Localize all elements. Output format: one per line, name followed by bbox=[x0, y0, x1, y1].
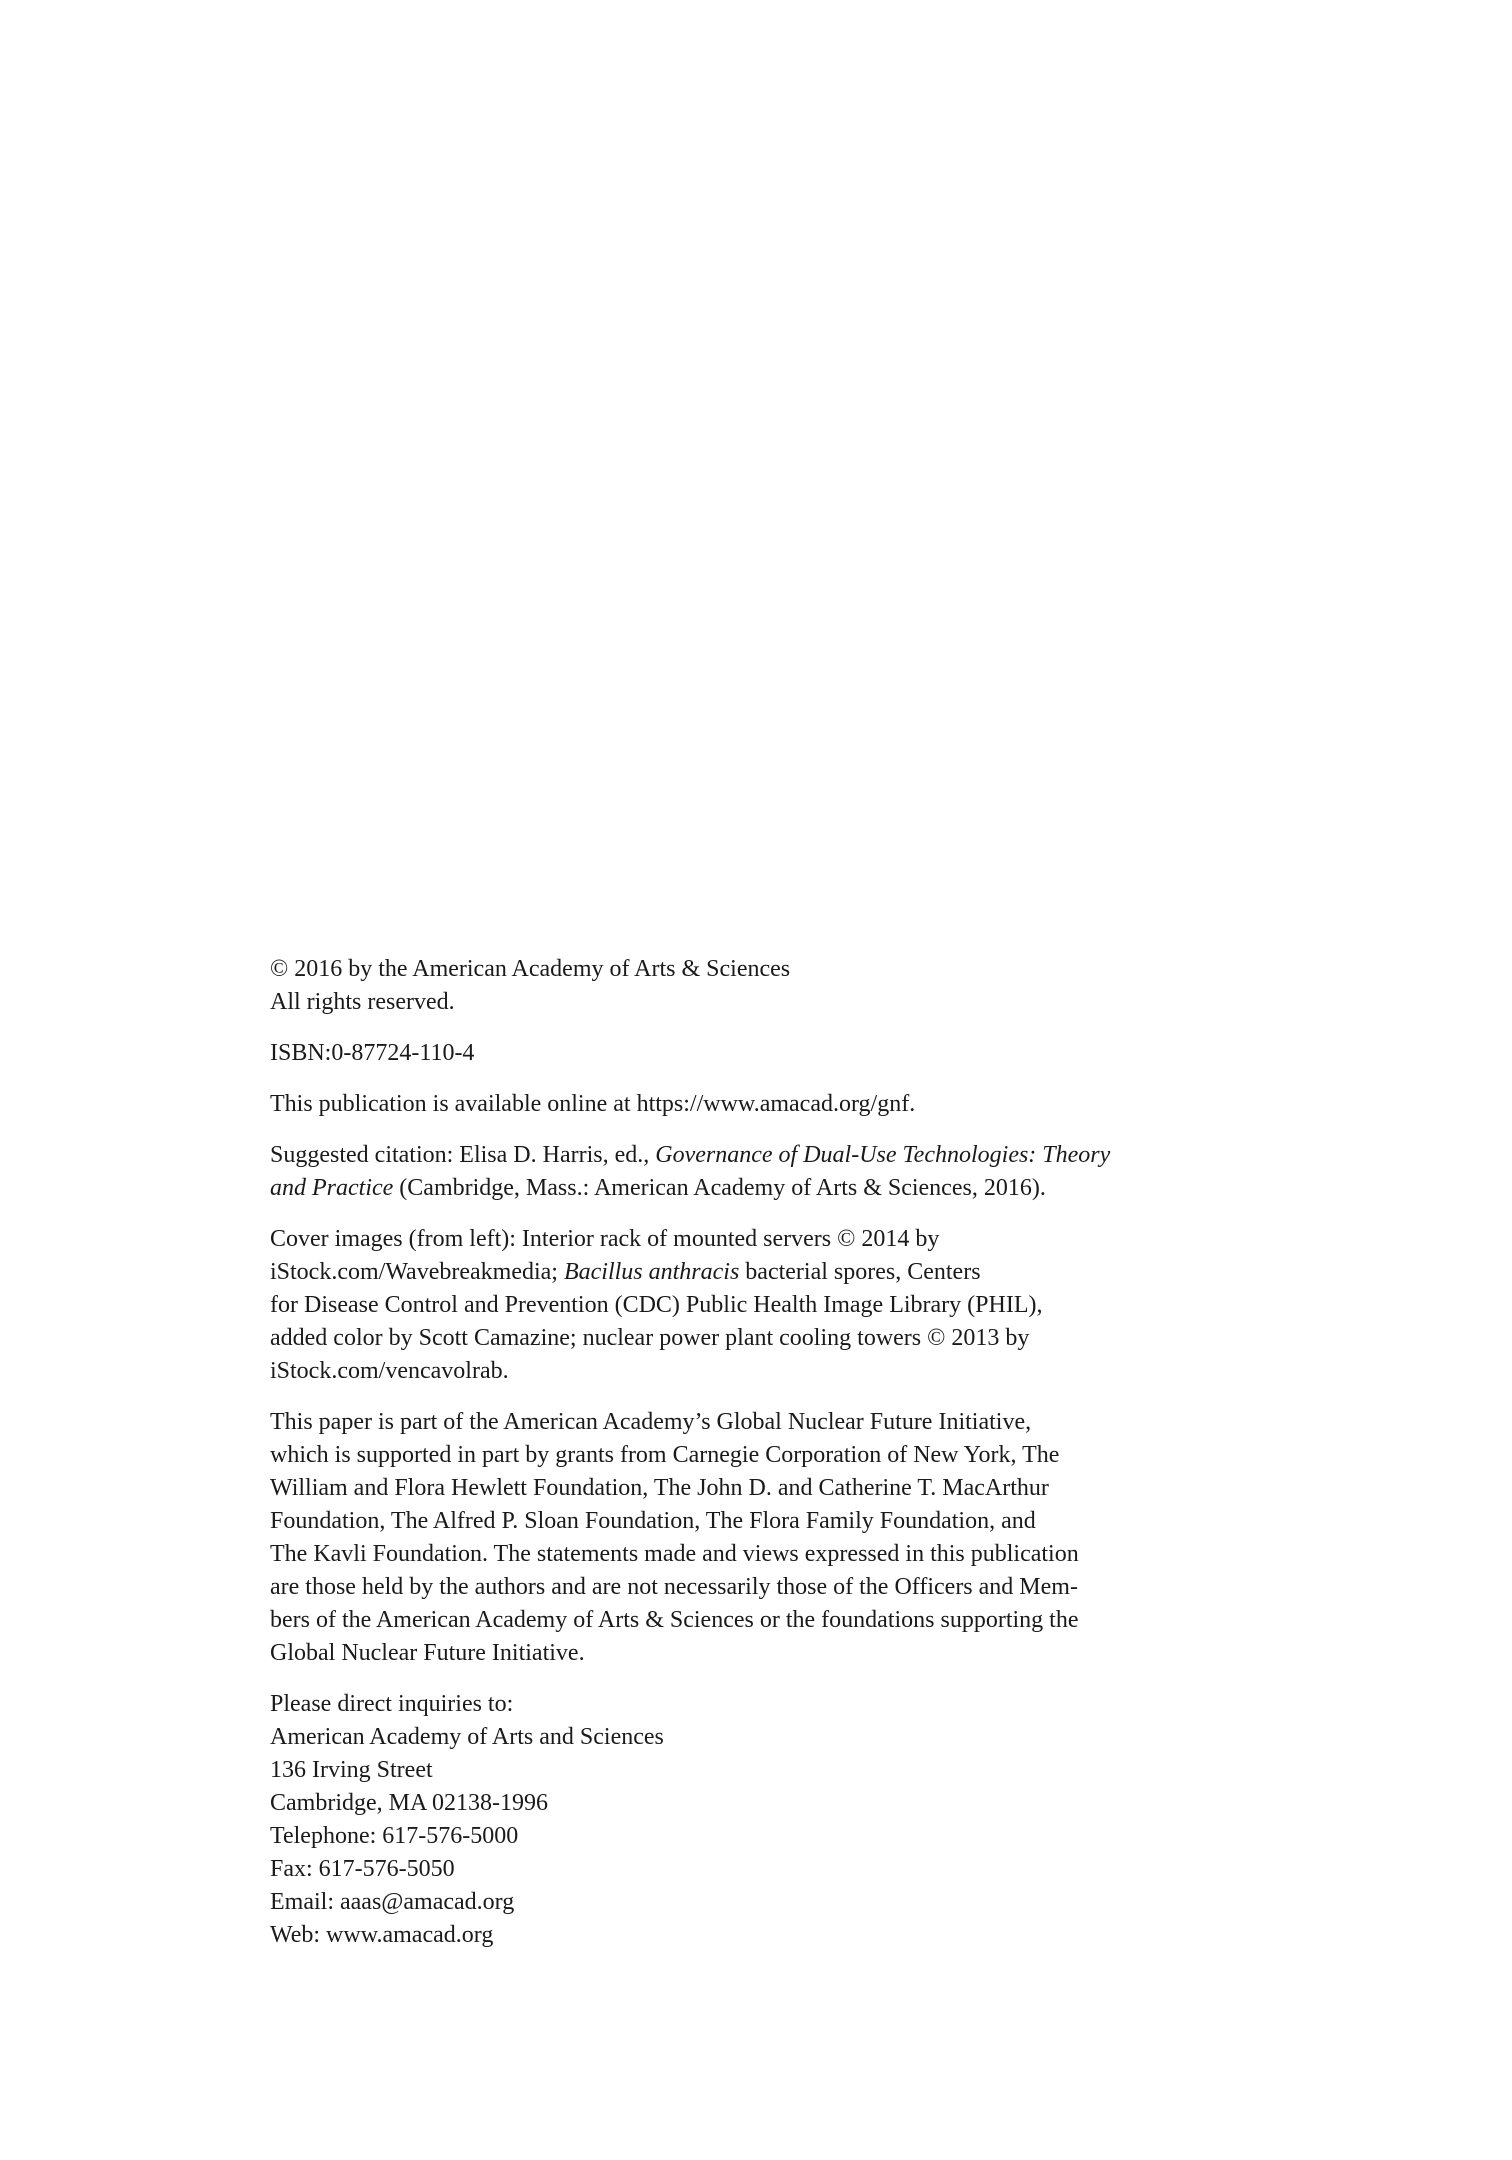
funding-line: The Kavli Foundation. The statements made and views expressed in this publication bbox=[270, 1541, 1079, 1567]
contact-web: Web: www.amacad.org bbox=[270, 1922, 494, 1948]
contact-email: Email: aaas@amacad.org bbox=[270, 1889, 515, 1915]
funding-line: Foundation, The Alfred P. Sloan Foundation, The Flora Family Foundation, and bbox=[270, 1508, 1036, 1534]
isbn-line: ISBN:0-87724-110-4 bbox=[270, 1040, 475, 1066]
citation-title-part-1: Governance of Dual-Use Technologies: Theory bbox=[655, 1142, 1111, 1168]
funding-line: are those held by the authors and are not necessarily those of the Officers and Mem- bbox=[270, 1574, 1078, 1600]
cover-images-block bbox=[270, 1223, 1150, 1388]
funding-line: bers of the American Academy of Arts & Sciences or the foundations supporting the bbox=[270, 1607, 1079, 1633]
funding-line: which is supported in part by grants from Carnegie Corporation of New York, The bbox=[270, 1442, 1060, 1468]
copyright-line: © 2016 by the American Academy of Arts & Sciences bbox=[270, 956, 791, 982]
funding-line: This paper is part of the American Academy’s Global Nuclear Future Initiative, bbox=[270, 1409, 1032, 1435]
contact-organization: American Academy of Arts and Sciences bbox=[270, 1724, 664, 1750]
citation-block bbox=[270, 1139, 1150, 1205]
availability-block bbox=[270, 1088, 1150, 1121]
citation-line-1 bbox=[270, 1139, 1150, 1172]
citation-suffix: (Cambridge, Mass.: American Academy of Arts & Sciences, 2016). bbox=[393, 1175, 1046, 1201]
cover-images-line-2-prefix: iStock.com/Wavebreakmedia; bbox=[270, 1259, 564, 1285]
citation-prefix: Suggested citation: Elisa D. Harris, ed., bbox=[270, 1142, 656, 1168]
cover-images-line-2-suffix: bacterial spores, Centers bbox=[739, 1259, 981, 1285]
cover-images-line-4: added color by Scott Camazine; nuclear power plant cooling towers © 2013 by bbox=[270, 1325, 1030, 1351]
cover-images-line-2 bbox=[270, 1256, 1150, 1289]
contact-city: Cambridge, MA 02138-1996 bbox=[270, 1790, 548, 1816]
cover-images-line-1: Cover images (from left): Interior rack of mounted servers © 2014 by bbox=[270, 1226, 940, 1252]
contact-block bbox=[270, 1688, 1150, 1952]
citation-title-part-2: and Practice bbox=[270, 1175, 394, 1201]
contact-telephone: Telephone: 617-576-5000 bbox=[270, 1823, 519, 1849]
species-name: Bacillus anthracis bbox=[563, 1259, 740, 1285]
isbn-block bbox=[270, 1037, 1150, 1070]
funding-block bbox=[270, 1406, 1150, 1670]
rights-reserved-line: All rights reserved. bbox=[270, 989, 455, 1015]
funding-line: Global Nuclear Future Initiative. bbox=[270, 1640, 585, 1666]
contact-heading: Please direct inquiries to: bbox=[270, 1691, 514, 1717]
colophon bbox=[270, 953, 1150, 1970]
contact-street: 136 Irving Street bbox=[270, 1757, 433, 1783]
copyright-block bbox=[270, 953, 1150, 1019]
cover-images-line-5: iStock.com/vencavolrab. bbox=[270, 1358, 509, 1384]
funding-line: William and Flora Hewlett Foundation, The John D. and Catherine T. MacArthur bbox=[270, 1475, 1049, 1501]
cover-images-line-3: for Disease Control and Prevention (CDC) Public Health Image Library (PHIL), bbox=[270, 1292, 1043, 1318]
availability-line: This publication is available online at https://www.amacad.org/gnf. bbox=[270, 1091, 916, 1117]
citation-line-2 bbox=[270, 1172, 1150, 1205]
contact-fax: Fax: 617-576-5050 bbox=[270, 1856, 455, 1882]
